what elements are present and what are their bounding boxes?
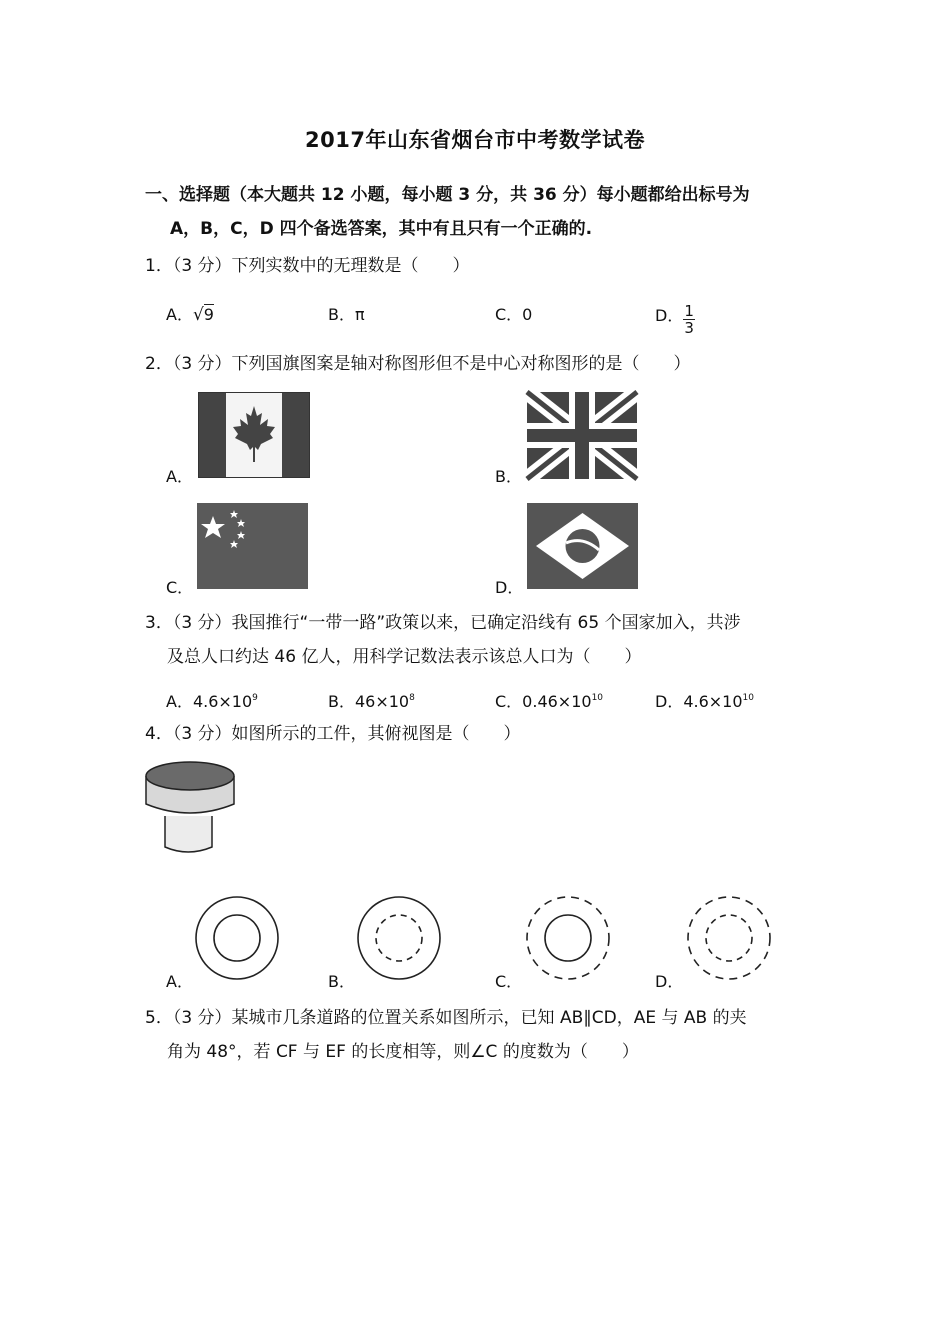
brazil-flag bbox=[527, 503, 638, 589]
question-5-line2: 角为 48°，若 CF 与 EF 的长度相等，则∠C 的度数为（ ） bbox=[167, 1042, 639, 1062]
q3-option-c bbox=[495, 686, 603, 714]
question-3-line1: 3．（3 分）我国推行“一带一路”政策以来，已确定沿线有 65 个国家加入，共涉 bbox=[145, 613, 741, 633]
q2-option-b-label: B． bbox=[495, 467, 522, 486]
top-view-c bbox=[525, 895, 611, 981]
fraction bbox=[683, 303, 695, 336]
question-1 bbox=[145, 249, 825, 283]
question-3-line2: 及总人口约达 46 亿人，用科学记数法表示该总人口为（ ） bbox=[167, 647, 642, 667]
q3-option-d bbox=[655, 686, 754, 714]
q3-option-b-text: B．46×10 bbox=[328, 692, 410, 711]
q2-option-d-label: D． bbox=[495, 578, 524, 597]
q1-option-d bbox=[655, 303, 695, 336]
fraction-denominator: 3 bbox=[684, 319, 694, 337]
question-5 bbox=[145, 1001, 825, 1069]
section-heading-line1: 一、选择题（本大题共 12 小题，每小题 3 分，共 36 分）每小题都给出标号为 bbox=[145, 185, 750, 205]
uk-flag bbox=[527, 392, 637, 479]
q3-option-a-text: A．4.6×10 bbox=[166, 692, 253, 711]
question-2-text: 2．（3 分）下列国旗图案是轴对称图形但不是中心对称图形的是（ ） bbox=[145, 354, 691, 374]
q4-option-a-label: A． bbox=[166, 972, 193, 991]
page-title: 2017年山东省烟台市中考数学试卷 bbox=[305, 128, 645, 152]
sqrt-symbol: √ bbox=[192, 305, 204, 325]
section-heading bbox=[145, 178, 825, 246]
q1-option-b: B．π bbox=[328, 305, 365, 324]
q4-option-b-label: B． bbox=[328, 972, 355, 991]
q4-option-d-label: D． bbox=[655, 972, 684, 991]
question-5-line1: 5．（3 分）某城市几条道路的位置关系如图所示，已知 AB∥CD，AE 与 AB 的夹 bbox=[145, 1008, 747, 1028]
question-4 bbox=[145, 717, 825, 751]
workpiece-figure bbox=[144, 757, 236, 857]
q2-option-c-label: C． bbox=[166, 578, 194, 597]
section-heading-line2: A，B，C，D 四个备选答案，其中有且只有一个正确的. bbox=[170, 219, 593, 239]
q4-option-c-label: C． bbox=[495, 972, 523, 991]
top-view-a bbox=[194, 895, 280, 981]
question-2 bbox=[145, 347, 825, 381]
q3-option-b-exponent: 8 bbox=[409, 693, 415, 703]
sqrt-radicand: 9 bbox=[203, 305, 214, 324]
q3-option-c-text: C．0.46×10 bbox=[495, 692, 592, 711]
q3-option-a bbox=[166, 686, 258, 714]
q3-option-d-text: D．4.6×10 bbox=[655, 692, 743, 711]
q3-option-b bbox=[328, 686, 415, 714]
top-view-d bbox=[686, 895, 772, 981]
question-4-text: 4．（3 分）如图所示的工件，其俯视图是（ ） bbox=[145, 724, 521, 744]
q1-option-c: C．0 bbox=[495, 305, 533, 324]
q3-option-a-exponent: 9 bbox=[252, 693, 258, 703]
q2-option-a-label: A． bbox=[166, 467, 193, 486]
canada-flag bbox=[198, 392, 310, 478]
question-3 bbox=[145, 606, 825, 674]
top-view-b bbox=[356, 895, 442, 981]
q1-option-a-label: A． bbox=[166, 305, 193, 324]
q3-option-c-exponent: 10 bbox=[591, 693, 604, 703]
fraction-numerator: 1 bbox=[684, 302, 694, 320]
china-flag bbox=[197, 503, 308, 589]
q1-option-a bbox=[166, 303, 214, 327]
q1-option-d-label: D． bbox=[655, 306, 684, 325]
question-1-text: 1．（3 分）下列实数中的无理数是（ ） bbox=[145, 256, 470, 276]
q3-option-d-exponent: 10 bbox=[742, 693, 754, 703]
